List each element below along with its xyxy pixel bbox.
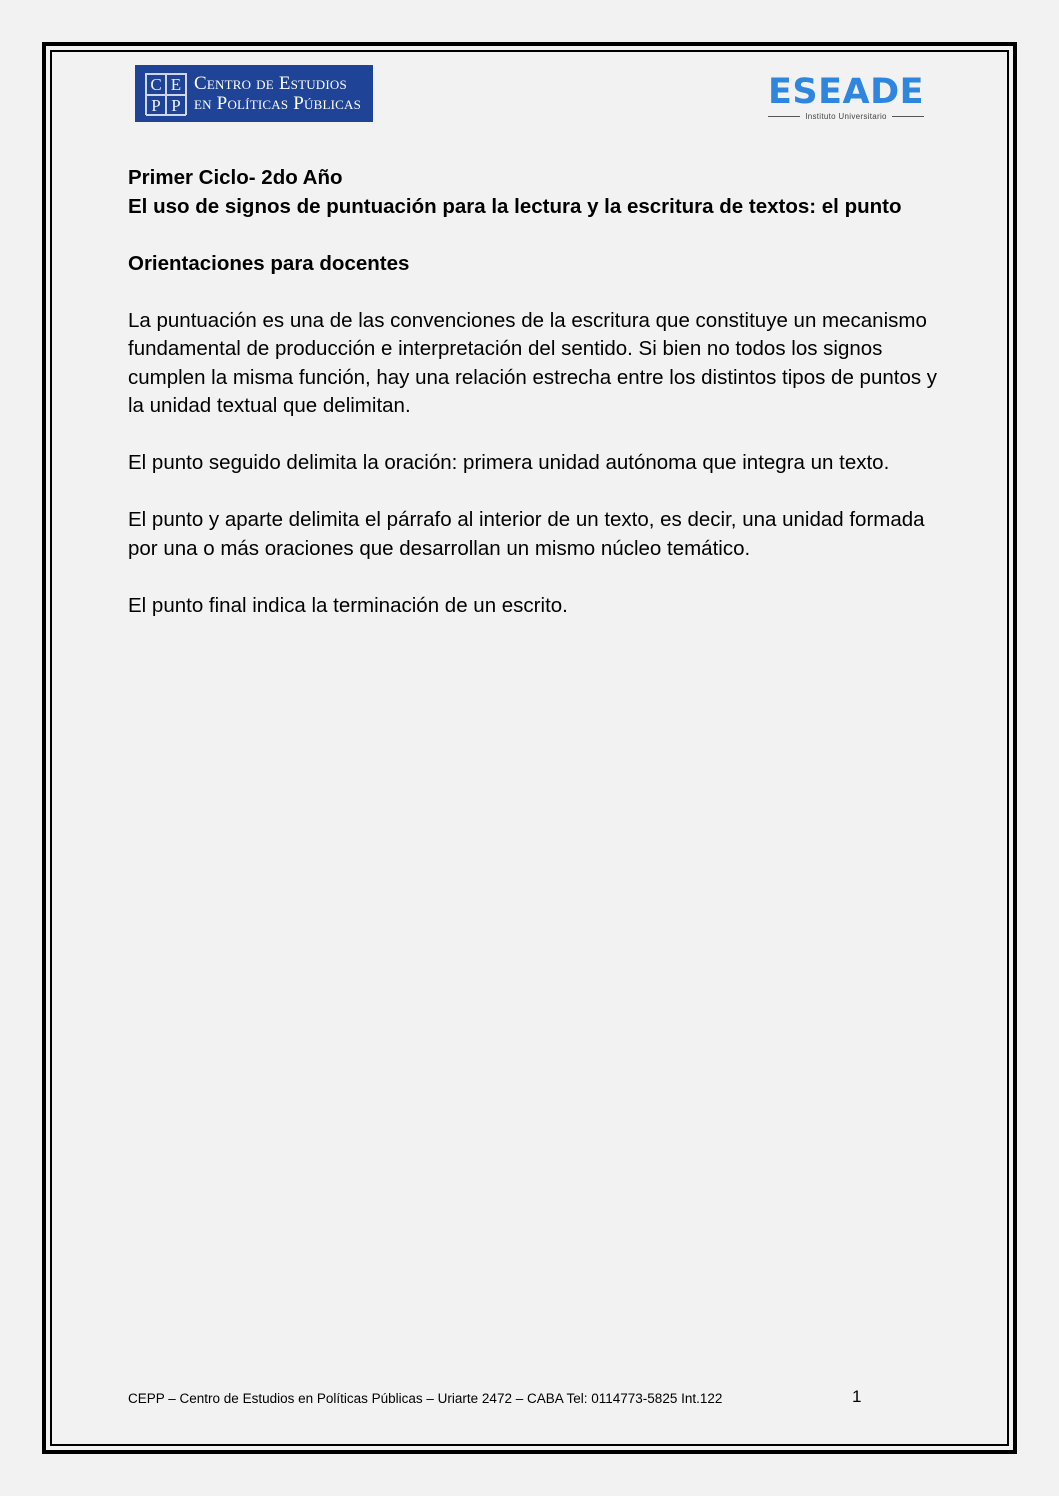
document-body [128, 164, 938, 620]
page-number: 1 [852, 1387, 862, 1406]
document-title: El uso de signos de puntuación para la lectura y la escritura de textos: el punto [128, 194, 902, 218]
cepp-letter: P [166, 95, 186, 116]
eseade-logo-subtitle-row [766, 112, 926, 121]
eseade-logo-subtitle: Instituto Universitario [805, 112, 887, 121]
cepp-logo [135, 65, 373, 122]
cepp-letter: P [146, 95, 166, 116]
cepp-logo-mark [145, 73, 187, 115]
eseade-rule-left [768, 116, 800, 117]
eseade-logo-name: ESEADE [767, 72, 925, 112]
cepp-logo-line2: en Políticas Públicas [194, 92, 361, 114]
page-footer: CEPP – Centro de Estudios en Políticas Públicas – Uriarte 2472 – CABA Tel: 0114773-5825 Int.122 [128, 1391, 723, 1406]
eseade-logo [766, 72, 926, 124]
cepp-letter: E [166, 74, 186, 95]
paragraph: El punto y aparte delimita el párrafo al interior de un texto, es decir, una unidad formada por una o más oraciones que desarrollan un mismo núcleo temático. [128, 508, 925, 560]
paragraph: La puntuación es una de las convenciones de la escritura que constituye un mecanismo fundamental de producción e interpretación del sentido. Si bien no todos los signos cumplen la misma función, hay una relación estrecha entre los distintos tipos de puntos y la unidad textual que delimitan. [128, 308, 938, 417]
paragraph: El punto seguido delimita la oración: primera unidad autónoma que integra un texto. [128, 451, 890, 474]
paragraph: El punto final indica la terminación de un escrito. [128, 593, 568, 617]
cepp-logo-line1: Centro de Estudios [194, 72, 347, 94]
section-heading: Orientaciones para docentes [128, 251, 410, 275]
eseade-rule-right [892, 116, 924, 117]
course-label: Primer Ciclo- 2do Año [128, 166, 343, 189]
cepp-letter: C [146, 74, 166, 95]
cepp-logo-text [194, 74, 361, 114]
